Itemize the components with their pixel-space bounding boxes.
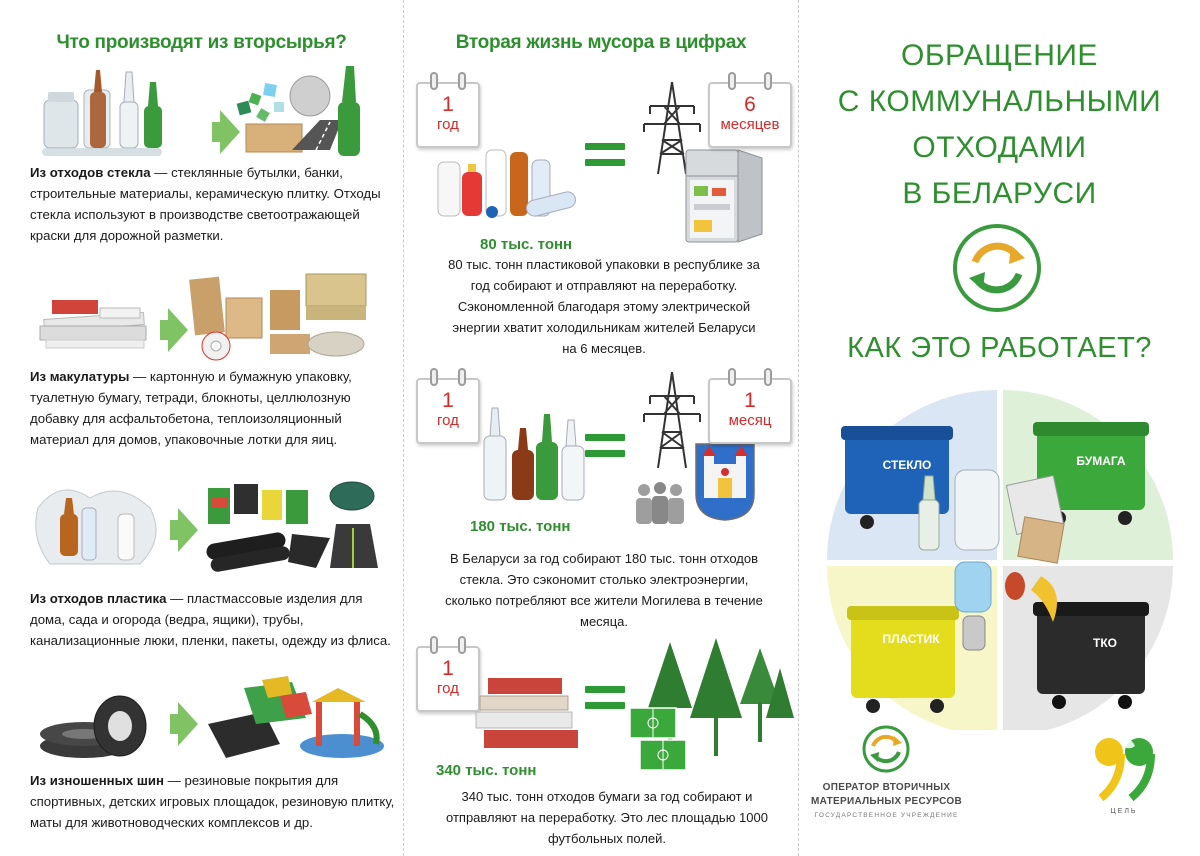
people-icon: [632, 480, 688, 528]
paper-figures-text: 340 тыс. тонн отходов бумаги за год собирают и отправляют на переработку. Это лес площадью 1000 футбольных полей.: [446, 789, 768, 846]
calendar-number: 1: [744, 389, 756, 412]
column-recycled-products: [0, 0, 403, 856]
goal-label: ЦЕЛЬ: [1110, 808, 1138, 815]
column-waste-figures: [404, 0, 798, 856]
bin-label-paper: БУМАГА: [1076, 454, 1126, 468]
operator-logo-icon: [861, 724, 911, 774]
glass-text: — стеклянные бутылки, банки, строительные материалы, керамическую плитку. Отходы стекла используют в производстве светоотражающей краски для дорожной разметки.: [30, 165, 381, 243]
calendar-unit: месяц: [728, 412, 772, 429]
glass-lead: Из отходов стекла: [30, 165, 151, 180]
bin-label-mixed-waste: ТКО: [1093, 636, 1117, 650]
goal-99-logo: [1091, 732, 1159, 806]
operator-name-line-2: МАТЕРИАЛЬНЫХ РЕСУРСОВ: [810, 796, 963, 807]
calendar-unit: год: [437, 116, 459, 133]
paper-products-illustration: [30, 268, 390, 364]
calendar-number: 6: [744, 93, 756, 116]
title-line-4: В БЕЛАРУСИ: [902, 177, 1097, 210]
amount-glass: 180 тыс. тонн: [470, 518, 571, 535]
calendar-number: 1: [442, 389, 454, 412]
calendar-6-months: [708, 72, 792, 148]
plastic-lead: Из отходов пластика: [30, 591, 167, 606]
glass-figures-text: В Беларуси за год собирают 180 тыс. тонн отходов стекла. Это сэкономит столько электроэнергии, сколько потребляют все жители Могилева в течение месяца.: [445, 551, 763, 629]
glass-bottles-illustration: [480, 406, 590, 504]
amount-plastic: 80 тыс. тонн: [480, 236, 573, 253]
paper-boxes-illustration: [472, 674, 592, 754]
glass-paragraph: [30, 162, 400, 246]
plastic-figures-text: 80 тыс. тонн пластиковой упаковки в республике за год собирают и отправляют на переработку. Сэкономленной благодаря этому электрической энергии хватит холодильникам жителей Беларуси на 6 месяцев.: [448, 257, 760, 356]
calendar-number: 1: [442, 657, 454, 680]
title-line-1: ОБРАЩЕНИЕ: [901, 39, 1098, 72]
equals-sign-2: [585, 434, 625, 460]
calendar-unit: месяцев: [720, 116, 780, 133]
sorting-bins-illustration: [815, 390, 1185, 730]
title-line-2: С КОММУНАЛЬНЫМИ: [837, 85, 1162, 118]
tyres-paragraph: [30, 770, 400, 833]
operator-name-line-1: ОПЕРАТОР ВТОРИЧНЫХ: [822, 782, 951, 793]
plastic-text: — пластмассовые изделия для дома, сада и огорода (ведра, ящики), трубы, канализационные люки, пленки, пакеты, одежду из флиса.: [30, 591, 391, 648]
recycle-logo-icon: [951, 222, 1043, 314]
bin-label-glass: СТЕКЛО: [882, 458, 932, 472]
paper-paragraph: [30, 366, 400, 450]
col1-title: Что производят из вторсырья?: [56, 32, 347, 53]
tyres-text: — резиновые покрытия для спортивных, детских игровых площадок, резиновую плитку, маты для животноводческих комплексов и др.: [30, 773, 395, 830]
calendar-1-month: [708, 368, 792, 444]
operator-subtitle: ГОСУДАРСТВЕННОЕ УЧРЕЖДЕНИЕ: [814, 812, 959, 819]
calendar-unit: год: [437, 680, 459, 697]
calendar-1-year-glass: [416, 368, 480, 444]
calendar-number: 1: [442, 93, 454, 116]
title-line-3: ОТХОДАМИ: [912, 131, 1087, 164]
tyres-lead: Из изношенных шин: [30, 773, 164, 788]
calendar-unit: год: [437, 412, 459, 429]
paper-lead: Из макулатуры: [30, 369, 130, 384]
col2-title: Вторая жизнь мусора в цифрах: [455, 32, 747, 53]
tyre-products-illustration: [30, 674, 390, 766]
mogilev-coat-of-arms: [694, 442, 756, 522]
plastic-products-illustration: [30, 468, 390, 574]
glass-products-illustration: [30, 62, 390, 162]
equals-sign-1: [585, 143, 625, 169]
refrigerator-illustration: [682, 146, 766, 246]
paper-text: — картонную и бумажную упаковку, туалетную бумагу, тетради, блокноты, целлюлозную добавку для асфальтобетона, теплоизоляционный материал для домов, упаковочные лотки для яиц.: [30, 369, 352, 447]
forest-and-football-fields: [630, 638, 796, 774]
column-title-panel: [799, 0, 1200, 856]
bin-label-plastic: ПЛАСТИК: [882, 632, 940, 646]
plastic-bottles-illustration: [430, 132, 580, 228]
amount-paper: 340 тыс. тонн: [436, 762, 537, 779]
equals-sign-3: [585, 686, 625, 712]
calendar-1-year-paper: [416, 636, 480, 712]
how-it-works-heading: КАК ЭТО РАБОТАЕТ?: [847, 332, 1152, 364]
plastic-paragraph: [30, 588, 400, 651]
